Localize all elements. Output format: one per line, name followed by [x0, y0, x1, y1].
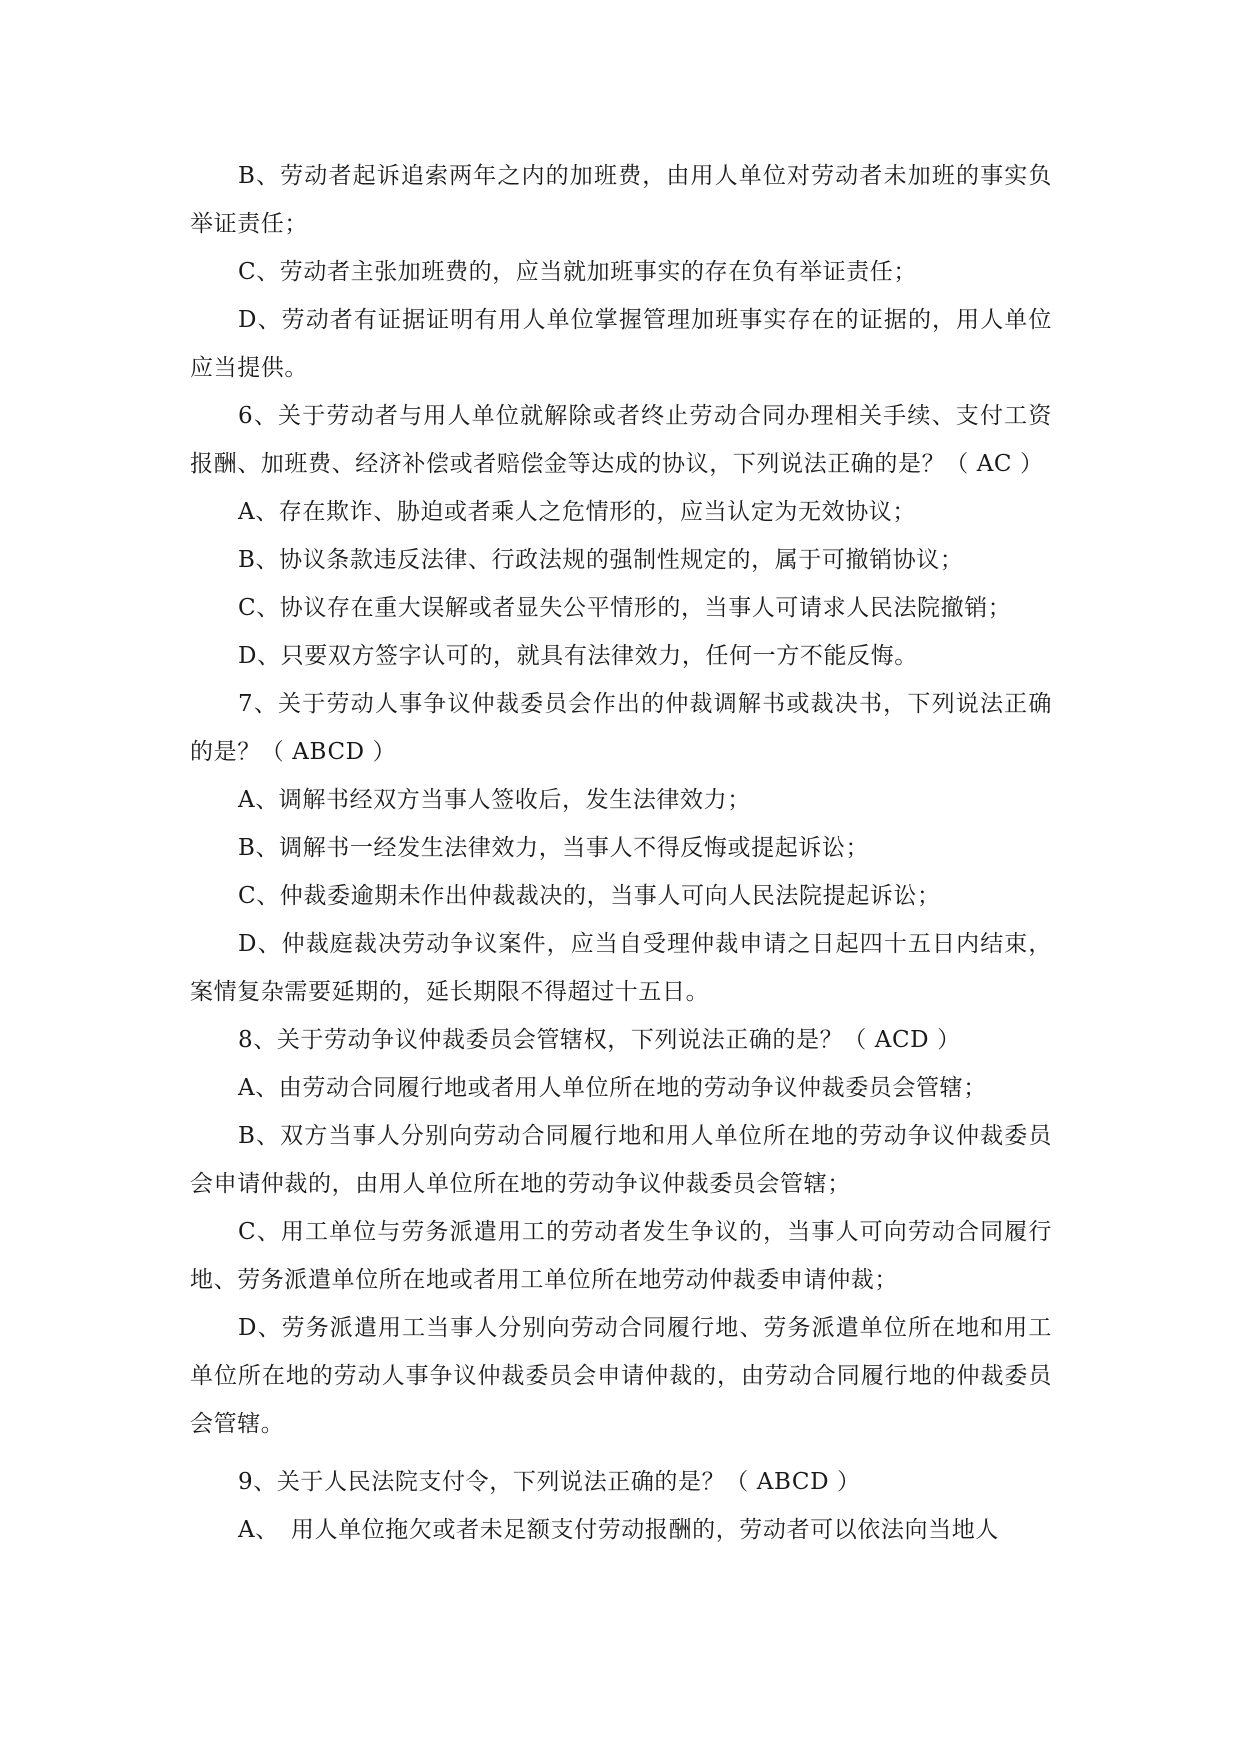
- option-b-q6: B、协议条款违反法律、行政法规的强制性规定的，属于可撤销协议；: [238, 547, 964, 573]
- option-a-q8: A、由劳动合同履行地或者用人单位所在地的劳动争议仲裁委员会管辖；: [238, 1075, 987, 1101]
- option-b-q5: B、劳动者起诉追索两年之内的加班费，由用人单位对劳动者未加班的事实负举证责任；: [190, 163, 1052, 237]
- option-d-q6: D、只要双方签字认可的，就具有法律效力，任何一方不能反悔。: [238, 643, 918, 669]
- option-c-q8: C、用工单位与劳务派遣用工的劳动者发生争议的，当事人可向劳动合同履行地、劳务派遣单位所在地或者用工单位所在地劳动仲裁委申请仲裁；: [190, 1219, 1052, 1293]
- option-a-q9: A、 用人单位拖欠或者未足额支付劳动报酬的，劳动者可以依法向当地人: [238, 1517, 999, 1543]
- option-c-q6: C、协议存在重大误解或者显失公平情形的，当事人可请求人民法院撤销；: [238, 595, 1012, 621]
- option-d-q5: D、劳动者有证据证明有用人单位掌握管理加班事实存在的证据的，用人单位应当提供。: [190, 307, 1052, 381]
- option-b-q8: B、双方当事人分别向劳动合同履行地和用人单位所在地的劳动争议仲裁委员会申请仲裁的，由用人单位所在地的劳动争议仲裁委员会管辖；: [190, 1123, 1052, 1197]
- option-d-q7: D、仲裁庭裁决劳动争议案件，应当自受理仲裁申请之日起四十五日内结束，案情复杂需要延期的，延长期限不得超过十五日。: [190, 931, 1052, 1005]
- option-b-q7: B、调解书一经发生法律效力，当事人不得反悔或提起诉讼；: [238, 835, 870, 861]
- question-9: 9、关于人民法院支付令，下列说法正确的是？（ ABCD ）: [238, 1469, 861, 1495]
- question-7: 7、关于劳动人事争议仲裁委员会作出的仲裁调解书或裁决书，下列说法正确的是？（ ABCD ）: [190, 691, 1052, 765]
- option-d-q8: D、劳务派遣用工当事人分别向劳动合同履行地、劳务派遣单位所在地和用工单位所在地的劳动人事争议仲裁委员会申请仲裁的，由劳动合同履行地的仲裁委员会管辖。: [190, 1315, 1052, 1437]
- option-a-q6: A、存在欺诈、胁迫或者乘人之危情形的，应当认定为无效协议；: [238, 499, 917, 525]
- document-page: [190, 152, 1052, 1554]
- option-c-q5: C、劳动者主张加班费的，应当就加班事实的存在负有举证责任；: [238, 259, 917, 285]
- question-8: 8、关于劳动争议仲裁委员会管辖权，下列说法正确的是？（ ACD ）: [238, 1027, 961, 1053]
- question-6: 6、关于劳动者与用人单位就解除或者终止劳动合同办理相关手续、支付工资报酬、加班费、经济补偿或者赔偿金等达成的协议，下列说法正确的是？（ AC ）: [190, 403, 1052, 477]
- option-c-q7: C、仲裁委逾期未作出仲裁裁决的，当事人可向人民法院提起诉讼；: [238, 883, 941, 909]
- option-a-q7: A、调解书经双方当事人签收后，发生法律效力；: [238, 787, 751, 813]
